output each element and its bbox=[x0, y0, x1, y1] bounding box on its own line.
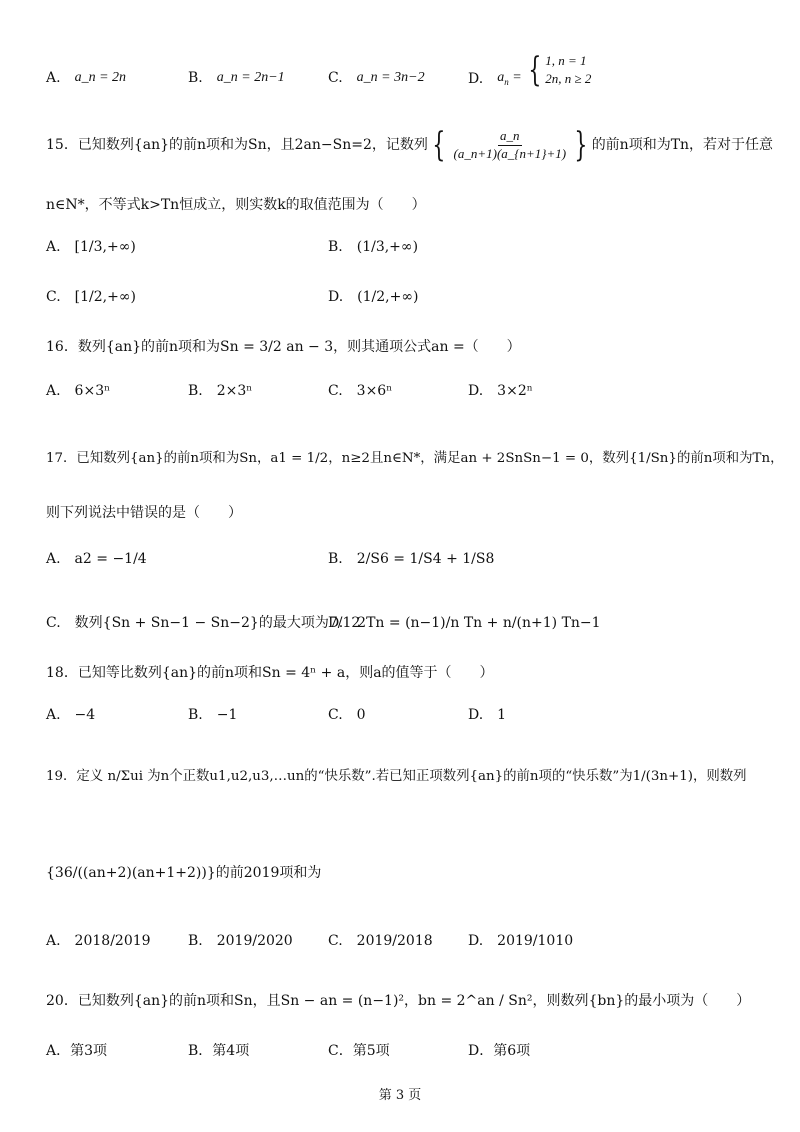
q19-sequence: {36/((an+2)(an+1+2))}的前2019项和为 bbox=[46, 865, 322, 881]
option-label: C. bbox=[328, 70, 343, 86]
q19-stem: 19．定义 n/Σui 为n个正数u1,u2,u3,…un的“快乐数”.若已知正项数列{an}的前n项的“快乐数”为1/(3n+1)，则数列 bbox=[46, 769, 747, 784]
q15-option-d: D. (1/2,+∞) bbox=[328, 289, 419, 305]
q20-stem: 20．已知数列{an}的前n项和Sn，且Sn − an = (n−1)²，bn = 2^an / Sn²，则数列{bn}的最小项为（ ） bbox=[46, 993, 751, 1009]
q14-option-b bbox=[188, 70, 285, 86]
q15-fraction bbox=[452, 129, 569, 161]
option-label: A. bbox=[46, 70, 61, 86]
option-label: B. bbox=[188, 70, 203, 86]
q19-option-d: D. 2019/1010 bbox=[468, 933, 574, 949]
q15-text-1: 15．已知数列{an}的前n项和为Sn，且2an−Sn=2，记数列 bbox=[46, 137, 428, 153]
q17-option-d: D. 2Tn = (n−1)/n Tn + n/(n+1) Tn−1 bbox=[328, 615, 601, 631]
q18-option-d: D. 1 bbox=[468, 707, 507, 723]
q15-text-2: 的前n项和为Tn，若对于任意 bbox=[591, 137, 774, 153]
q18-stem: 18．已知等比数列{an}的前n项和Sn = 4ⁿ + a，则a的值等于（ ） bbox=[46, 665, 494, 681]
piecewise-line-1: 1, n = 1 bbox=[545, 53, 587, 68]
q15-option-c: C. [1/2,+∞) bbox=[46, 289, 136, 305]
q16-option-b: B. 2×3ⁿ bbox=[188, 383, 253, 399]
q15-option-a: A. [1/3,+∞) bbox=[46, 239, 136, 255]
q20-option-b: B．第4项 bbox=[188, 1043, 250, 1059]
q19-option-b: B. 2019/2020 bbox=[188, 933, 293, 949]
q18-option-a: A. −4 bbox=[46, 707, 96, 723]
q17-option-a: A. a2 = −1/4 bbox=[46, 551, 147, 567]
q14-option-a bbox=[46, 70, 126, 86]
q16-stem: 16．数列{an}的前n项和为Sn = 3/2 an − 3，则其通项公式an =（ ） bbox=[46, 339, 521, 355]
q17-question: 则下列说法中错误的是（ ） bbox=[46, 505, 242, 521]
q16-option-d: D. 3×2ⁿ bbox=[468, 383, 533, 399]
option-text: a_n = 2n−1 bbox=[216, 70, 285, 85]
q15-frac-num: a_n bbox=[498, 129, 522, 145]
q20-option-a: A．第3项 bbox=[46, 1043, 108, 1059]
piecewise-line-2: 2n, n ≥ 2 bbox=[545, 70, 592, 86]
q16-option-a: A. 6×3ⁿ bbox=[46, 383, 111, 399]
q20-option-c: C．第5项 bbox=[328, 1043, 390, 1059]
page-number: 第 3 页 bbox=[378, 1088, 422, 1103]
q15-stem: 15．已知数列{an}的前n项和为Sn，且2an−Sn=2，记数列 { $\frac{a\_n}{(a\_n+1)(a\_\{n+1\}+1)}$ } 的前n项和为Tn，若对于任意 bbox=[46, 125, 774, 165]
q15-frac-den: (a_n+1)(a_{n+1}+1) bbox=[453, 145, 567, 161]
option-text: a_n = 3n−2 bbox=[356, 70, 425, 85]
q19-option-c: C. 2019/2018 bbox=[328, 933, 433, 949]
q15-option-b: B. (1/3,+∞) bbox=[328, 239, 419, 255]
q15-condition: n∈N*，不等式k>Tn恒成立，则实数k的取值范围为（ ） bbox=[46, 197, 426, 213]
q20-option-d: D．第6项 bbox=[468, 1043, 531, 1059]
q17-option-b: B. 2/S6 = 1/S4 + 1/S8 bbox=[328, 551, 495, 567]
q17-option-c: C. 数列{Sn + Sn−1 − Sn−2}的最大项为7/12 bbox=[46, 615, 361, 631]
q18-option-b: B. −1 bbox=[188, 707, 238, 723]
option-label: D. bbox=[468, 70, 484, 87]
q14-option-c bbox=[328, 70, 425, 86]
q18-option-c: C. 0 bbox=[328, 707, 366, 723]
q14-option-d: D. $a_n$ = { 1, n = 1 2n, n ≥ 2 bbox=[468, 49, 592, 90]
option-text: a_n = 2n bbox=[74, 70, 127, 85]
q17-stem: 17．已知数列{an}的前n项和为Sn，a1 = 1/2，n≥2且n∈N*，满足an + 2SnSn−1 = 0，数列{1/Sn}的前n项和为Tn， bbox=[46, 451, 784, 466]
q16-option-c: C. 3×6ⁿ bbox=[328, 383, 393, 399]
q19-option-a: A. 2018/2019 bbox=[46, 933, 151, 949]
